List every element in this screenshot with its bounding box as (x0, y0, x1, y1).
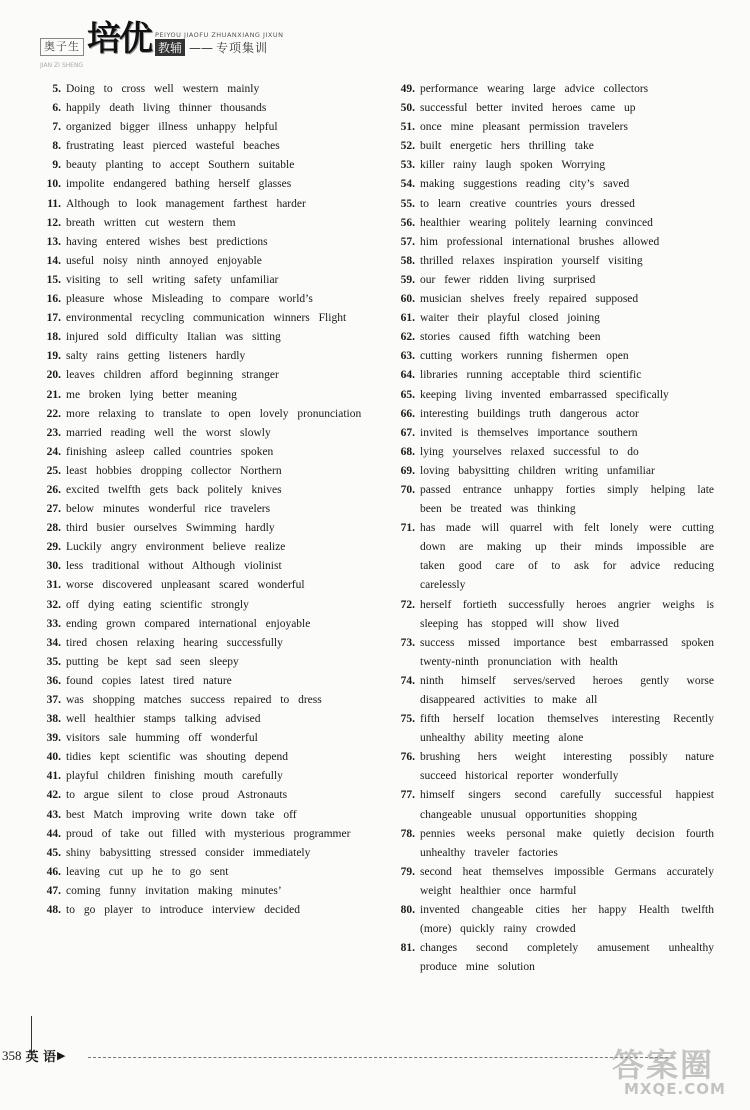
answer-text: Doing to cross well western mainly (66, 83, 260, 95)
answer-number: 11. (47, 197, 61, 210)
answer-number: 6. (52, 102, 61, 115)
answer-item (392, 786, 714, 824)
brand-mini-label: 教辅 (155, 39, 185, 56)
answer-text: me broken lying better meaning (66, 388, 237, 401)
answer-item (38, 710, 368, 729)
answer-text: success missed importance best embarrassed spoken twenty-ninth pronunciation with health (420, 636, 714, 668)
answer-number: 30. (46, 560, 61, 573)
answer-number: 22. (46, 407, 61, 420)
answer-text: to learn creative countries yours dressed (420, 197, 635, 210)
answer-text: lying yourselves relaxed successful to do (420, 445, 639, 458)
footer-dashed-line (88, 1057, 668, 1058)
answer-text: beauty planting to accept Southern suitable (66, 159, 295, 172)
answer-text: salty rains getting listeners hardly (66, 350, 246, 363)
answer-number: 39. (46, 732, 61, 745)
answer-item (38, 863, 368, 882)
answer-text: interesting buildings truth dangerous actor (420, 407, 639, 420)
answer-text: below minutes wonderful rice travelers (66, 503, 271, 516)
answer-number: 32. (46, 598, 61, 611)
answer-item (38, 576, 368, 595)
watermark-url: MXQE.COM (624, 1080, 726, 1098)
answer-number: 56. (400, 216, 415, 229)
answer-number: 81. (400, 942, 415, 955)
answer-number: 33. (46, 617, 61, 630)
answer-item (392, 634, 714, 672)
answer-text: organized bigger illness unhappy helpful (66, 121, 278, 134)
answer-item (38, 691, 368, 710)
answer-item (38, 786, 368, 805)
answer-text: leaving cut up he to go sent (66, 865, 229, 878)
brand-subtitle (155, 39, 283, 56)
answer-text: waiter their playful closed joining (420, 312, 600, 325)
answer-number: 66. (400, 407, 415, 420)
answer-text: fifth herself location themselves interesting Recently unhealthy ability meeting alone (420, 713, 714, 745)
answer-number: 67. (400, 426, 415, 439)
answer-text: ninth himself serves/served heroes gently worse disappeared activities to make all (420, 674, 714, 706)
answer-item (38, 252, 368, 271)
answer-item (392, 175, 714, 194)
answer-number: 13. (46, 235, 61, 248)
answers-left-column (38, 80, 368, 920)
answer-item (38, 500, 368, 519)
answer-item (38, 214, 368, 233)
answer-text: built energetic hers thrilling take (420, 140, 594, 153)
answer-text: making suggestions reading city’s saved (420, 178, 630, 191)
answer-text: visiting to sell writing safety unfamiliar (66, 273, 279, 286)
answer-number: 55. (400, 197, 415, 210)
answer-number: 62. (400, 331, 415, 344)
answer-item (38, 729, 368, 748)
answer-text: well healthier stamps talking advised (66, 713, 261, 726)
answer-text: less traditional without Although violinist (66, 560, 282, 573)
answer-item (38, 519, 368, 538)
answer-number: 44. (46, 827, 61, 840)
answer-number: 27. (46, 503, 61, 516)
answer-item (38, 901, 368, 920)
answer-item (392, 462, 714, 481)
answer-number: 68. (400, 445, 415, 458)
answer-number: 8. (52, 140, 61, 153)
answer-item (38, 386, 368, 405)
answer-text: libraries running acceptable third scientific (420, 369, 642, 382)
answer-item (38, 405, 368, 424)
answer-text: keeping living invented embarrassed specifically (420, 388, 669, 401)
answer-item (38, 672, 368, 691)
answer-number: 50. (400, 102, 415, 115)
answer-text: passed entrance unhappy forties simply helping late been be treated was thinking (420, 483, 714, 516)
answer-number: 59. (400, 273, 415, 286)
answer-item (38, 767, 368, 786)
answer-item (38, 309, 368, 328)
answer-text: invited is themselves importance southern (420, 426, 638, 439)
answer-number: 14. (46, 254, 61, 267)
answer-item (38, 634, 368, 653)
answer-item (38, 615, 368, 634)
answer-item (392, 481, 714, 519)
answer-number: 71. (400, 522, 415, 535)
answer-text: second heat themselves impossible Germans accurately weight healthier once harmful (420, 865, 714, 897)
answer-item (38, 328, 368, 347)
answer-text: Although to look management farthest harder (66, 197, 306, 210)
answer-item (38, 748, 368, 767)
brand-subtitle-group (155, 31, 283, 56)
answer-text: him professional international brushes allowed (420, 235, 660, 248)
answer-text: more relaxing to translate to open lovely pronunciation (66, 407, 362, 420)
answer-item (38, 424, 368, 443)
answer-number: 7. (52, 121, 61, 134)
answer-item (392, 939, 714, 977)
answer-number: 19. (46, 350, 61, 363)
answer-text: having entered wishes best predictions (66, 235, 268, 248)
answer-item (392, 252, 714, 271)
answer-number: 20. (46, 369, 61, 382)
answer-item (38, 882, 368, 901)
answer-item (392, 424, 714, 443)
answer-text: off dying eating scientific strongly (66, 598, 249, 611)
answer-text: least hobbies dropping collector Northern (66, 464, 282, 477)
answer-item (392, 328, 714, 347)
answer-item (38, 557, 368, 576)
answer-item (392, 347, 714, 366)
answer-item (38, 233, 368, 252)
brand-big-text: 培优 (87, 19, 151, 59)
answer-number: 24. (46, 445, 61, 458)
page-number: 358 (2, 1047, 22, 1063)
answer-item (38, 156, 368, 175)
answer-number: 41. (46, 770, 61, 783)
answer-text: killer rainy laugh spoken Worrying (420, 159, 606, 172)
answer-text: loving babysitting children writing unfamiliar (420, 464, 655, 477)
brand-tagline: 专项集训 (216, 41, 269, 55)
answer-text: invented changeable cities her happy Health twelfth (more) quickly rainy crowded (420, 904, 714, 936)
answer-item (38, 290, 368, 309)
answer-number: 25. (46, 464, 61, 477)
answer-item (38, 538, 368, 557)
answer-item (38, 825, 368, 844)
answer-text: stories caused fifth watching been (420, 331, 601, 344)
answer-item (38, 175, 368, 194)
answer-number: 9. (52, 159, 61, 172)
answers-right-column (392, 80, 714, 977)
answer-number: 61. (400, 312, 415, 325)
answer-text: was shopping matches success repaired to dress (66, 694, 322, 706)
answer-text: musician shelves freely repaired supposed (420, 293, 639, 306)
answer-number: 46. (46, 865, 61, 878)
answer-number: 70. (400, 483, 415, 496)
brand-pinyin: PEIYOU JIAOFU ZHUANXIANG JIXUN (155, 31, 284, 39)
answer-number: 42. (46, 789, 61, 802)
answer-item (392, 137, 714, 156)
answer-text: successful better invited heroes came up (420, 102, 636, 115)
answer-number: 64. (400, 369, 415, 382)
answer-text: pennies weeks personal make quietly decision fourth unhealthy traveler factories (420, 827, 714, 859)
answer-number: 37. (46, 694, 61, 706)
answer-number: 52. (400, 140, 415, 153)
answer-number: 38. (46, 713, 61, 726)
answer-text: coming funny invitation making minutes’ (66, 884, 282, 897)
answer-text: pleasure whose Misleading to compare world’s (66, 293, 313, 306)
answer-text: finishing asleep called countries spoken (66, 445, 274, 458)
answer-number: 77. (400, 789, 415, 802)
answer-number: 47. (46, 884, 61, 897)
answer-number: 26. (46, 483, 61, 496)
answer-number: 31. (46, 579, 61, 592)
answer-number: 21. (46, 388, 61, 401)
answer-number: 28. (46, 522, 61, 535)
answer-text: impolite endangered bathing herself glasses (66, 178, 292, 191)
answer-item (392, 80, 714, 99)
answer-item (38, 481, 368, 500)
answer-item (392, 596, 714, 634)
answer-text: injured sold difficulty Italian was sitting (66, 331, 281, 344)
answer-text: performance wearing large advice collectors (420, 83, 649, 95)
answer-item (392, 99, 714, 118)
answer-number: 63. (400, 350, 415, 363)
answer-number: 43. (46, 808, 61, 821)
answer-item (38, 844, 368, 863)
answer-text: breath written cut western them (66, 216, 236, 229)
answer-number: 49. (400, 83, 415, 95)
answer-number: 79. (400, 865, 415, 878)
answer-item (38, 137, 368, 156)
answer-text: leaves children afford beginning stranger (66, 369, 279, 382)
answer-number: 48. (46, 904, 61, 917)
answer-number: 57. (400, 235, 415, 248)
answer-item (392, 405, 714, 424)
answer-text: changes second completely amusement unhealthy produce mine solution (420, 942, 714, 974)
answer-item (38, 118, 368, 137)
answer-number: 18. (46, 331, 61, 344)
answer-number: 10. (46, 178, 61, 191)
answer-text: has made will quarrel with felt lonely were cutting down are making up their minds impossible are taken good care of to ask for advice reducing carelessly (420, 522, 714, 592)
answer-number: 72. (400, 598, 415, 611)
answer-item (392, 366, 714, 385)
answer-item (392, 309, 714, 328)
answer-item (38, 195, 368, 214)
answer-item (38, 462, 368, 481)
answer-number: 36. (46, 674, 61, 687)
answer-text: brushing hers weight interesting possibly nature succeed historical reporter wonderfully (420, 751, 714, 783)
page-header (0, 0, 750, 69)
answer-number: 23. (46, 426, 61, 439)
answer-item (392, 195, 714, 214)
answer-number: 16. (46, 293, 61, 306)
answer-number: 54. (400, 178, 415, 191)
answer-number: 78. (400, 827, 415, 840)
answer-number: 45. (46, 846, 61, 859)
answer-text: himself singers second carefully successful happiest changeable unusual opportunities shopping (420, 789, 714, 821)
answer-text: ending grown compared international enjoyable (66, 617, 311, 630)
answer-number: 34. (46, 636, 61, 649)
answer-item (38, 80, 368, 99)
answer-text: thrilled relaxes inspiration yourself visiting (420, 254, 643, 267)
answer-text: proud of take out filled with mysterious programmer (66, 827, 351, 840)
answer-text: environmental recycling communication winners Flight (66, 312, 347, 325)
answer-text: tired chosen relaxing hearing successfully (66, 636, 283, 649)
answer-number: 35. (46, 655, 61, 668)
answer-item (38, 99, 368, 118)
answer-text: third busier ourselves Swimming hardly (66, 522, 275, 535)
answer-item (392, 825, 714, 863)
brand-small-text: 奥子生 (40, 38, 84, 56)
answer-number: 40. (46, 751, 61, 764)
answer-text: frustrating least pierced wasteful beaches (66, 140, 280, 153)
answer-item (38, 443, 368, 462)
answer-item (392, 156, 714, 175)
answer-text: to go player to introduce interview decided (66, 904, 300, 917)
answer-item (38, 366, 368, 385)
answer-text: best Match improving write down take off (66, 808, 297, 821)
answer-number: 74. (400, 674, 415, 687)
answer-number: 60. (400, 293, 415, 306)
watermark (606, 1040, 736, 1104)
answer-item (392, 290, 714, 309)
answer-text: cutting workers running fishermen open (420, 350, 629, 363)
answer-number: 53. (400, 159, 415, 172)
answer-text: putting be kept sad seen sleepy (66, 655, 239, 668)
answer-text: Luckily angry environment believe realize (66, 541, 286, 554)
page-footer (2, 1046, 66, 1065)
answer-text: excited twelfth gets back politely knives (66, 483, 282, 496)
answer-item (38, 347, 368, 366)
answer-text: once mine pleasant permission travelers (420, 121, 628, 134)
answer-item (392, 233, 714, 252)
answer-number: 51. (400, 121, 415, 134)
answer-text: playful children finishing mouth carefully (66, 770, 283, 783)
answer-item (392, 672, 714, 710)
answer-item (38, 653, 368, 672)
answer-item (392, 118, 714, 137)
brand-logo (40, 19, 284, 69)
answer-item (392, 519, 714, 595)
answer-item (392, 386, 714, 405)
answer-text: tidies kept scientific was shouting depend (66, 751, 288, 764)
answer-item (392, 748, 714, 786)
answer-number: 15. (46, 273, 61, 286)
watermark-logo: 答案圈 (612, 1046, 715, 1084)
brand-tiny-pinyin: JIAN ZI SHENG (40, 62, 84, 69)
subject-label: 英 语 (25, 1050, 57, 1065)
answer-text: worse discovered unpleasant scared wonderful (66, 579, 305, 592)
answer-item (38, 271, 368, 290)
answer-item (392, 271, 714, 290)
answer-text: visitors sale humming off wonderful (66, 732, 258, 745)
answer-item (392, 214, 714, 233)
answer-item (392, 901, 714, 939)
answer-item (38, 806, 368, 825)
answer-number: 12. (46, 216, 61, 229)
answer-number: 76. (400, 751, 415, 764)
answer-number: 65. (400, 388, 415, 401)
answer-text: herself fortieth successfully heroes angrier weighs is sleeping has stopped will show lived (420, 598, 714, 630)
answer-text: happily death living thinner thousands (66, 102, 267, 115)
answer-number: 5. (52, 83, 61, 95)
answer-number: 73. (400, 636, 415, 649)
answer-text: healthier wearing politely learning convinced (420, 216, 653, 229)
brand-dash: —— (189, 40, 214, 55)
answer-number: 29. (46, 541, 61, 554)
answer-item (392, 863, 714, 901)
answer-text: useful noisy ninth annoyed enjoyable (66, 254, 262, 267)
answer-number: 75. (400, 713, 415, 726)
answer-text: found copies latest tired nature (66, 674, 232, 687)
answer-number: 17. (46, 312, 61, 325)
answer-text: shiny babysitting stressed consider immediately (66, 846, 311, 859)
answer-text: our fewer ridden living surprised (420, 273, 596, 286)
answer-number: 58. (400, 254, 415, 267)
footer-arrow-icon: ▶ (57, 1050, 66, 1062)
answer-text: to argue silent to close proud Astronauts (66, 789, 288, 802)
answer-number: 80. (400, 904, 415, 917)
answer-item (38, 596, 368, 615)
answer-item (392, 443, 714, 462)
answer-text: married reading well the worst slowly (66, 426, 271, 439)
answer-number: 69. (400, 464, 415, 477)
answer-item (392, 710, 714, 748)
